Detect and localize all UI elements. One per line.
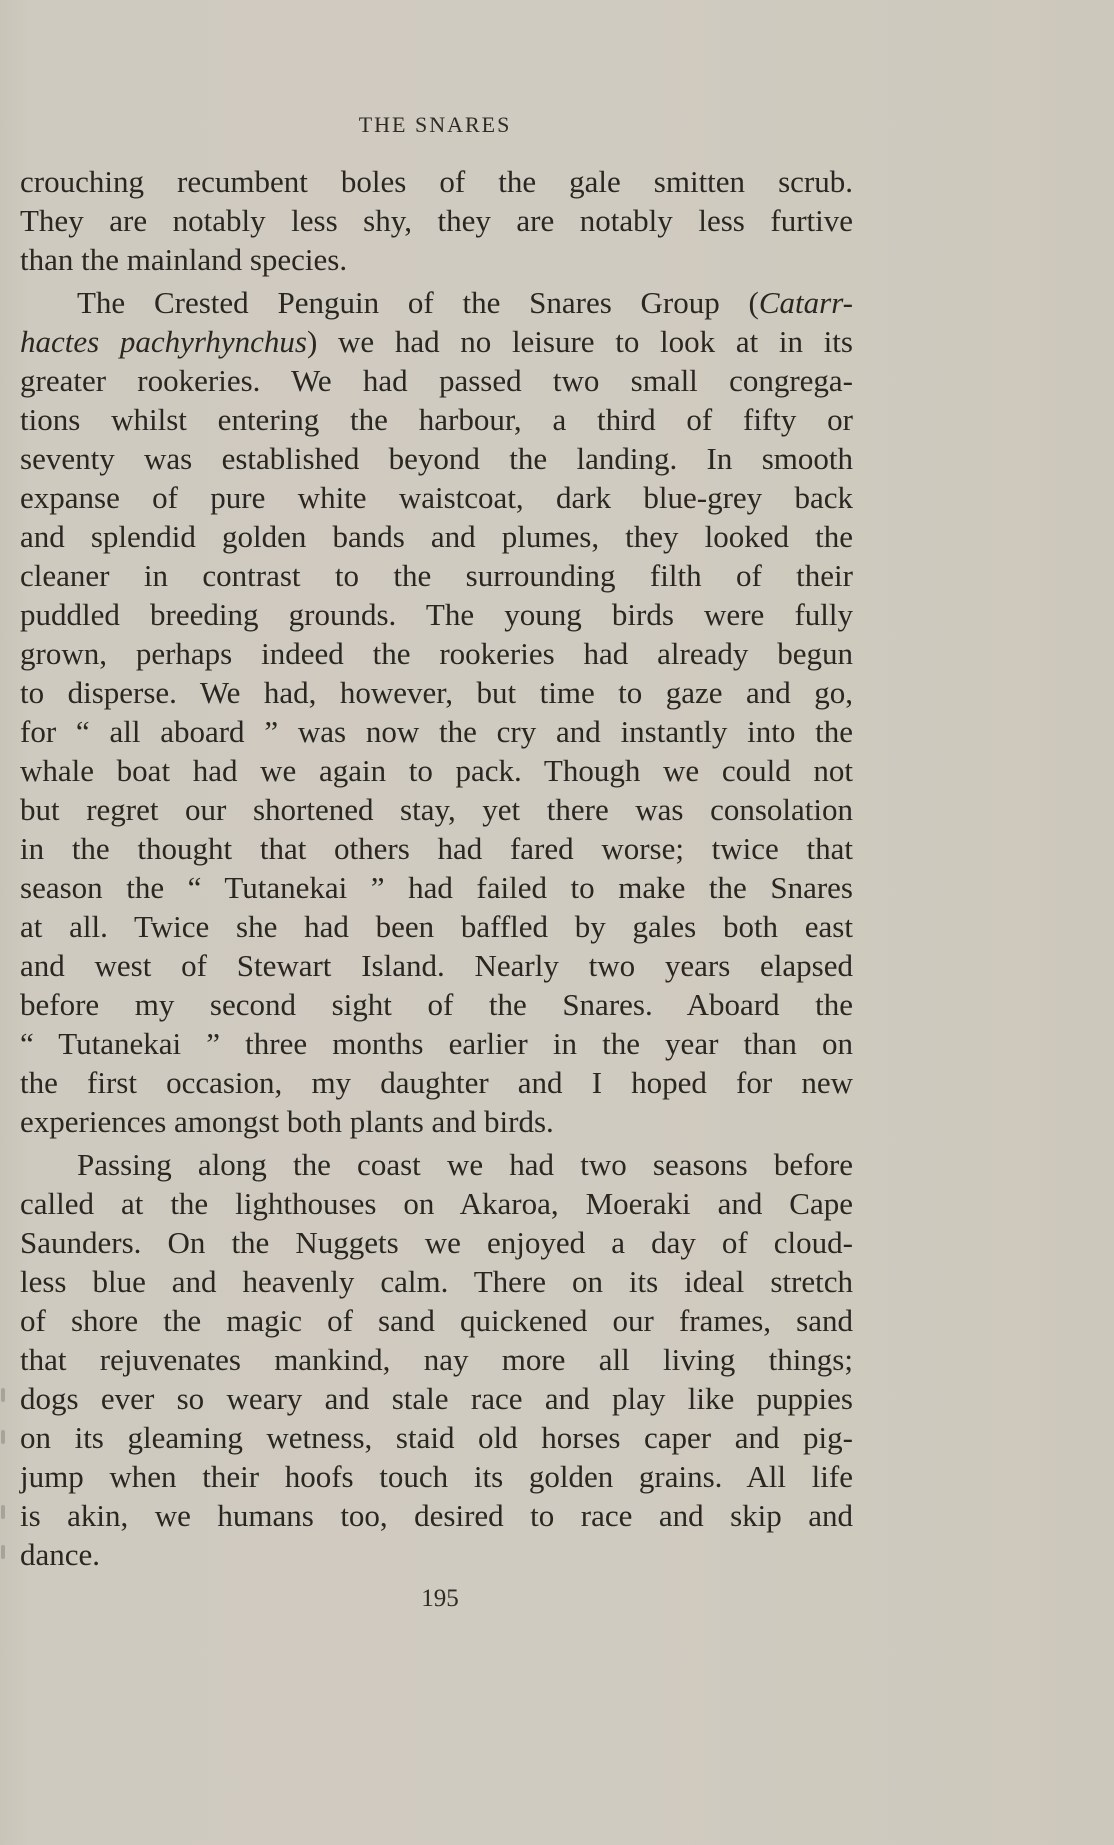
text-line [20,240,853,279]
text-line [20,1535,853,1574]
text-run: crouching recumbent boles of the gale smitten scrub. [20,164,853,199]
text-line [20,907,853,946]
page-edge-mark [1,1505,5,1519]
text-line [20,1418,853,1457]
text-line [20,634,853,673]
text-line [20,1145,853,1184]
text-run: expanse of pure white waistcoat, dark blue-grey back [20,480,853,515]
text-run: dogs ever so weary and stale race and play like puppies [20,1381,853,1416]
text-line [20,556,853,595]
text-run: in the thought that others had fared worse; twice that [20,831,853,866]
text-run: Passing along the coast we had two seasons before [77,1147,853,1182]
text-run: tions whilst entering the harbour, a third of fifty or [20,402,853,437]
paragraph [20,1145,853,1574]
text-line [20,1301,853,1340]
text-run: season the “ Tutanekai ” had failed to make the Snares [20,870,853,905]
text-line [20,162,853,201]
text-run: and splendid golden bands and plumes, they looked the [20,519,853,554]
text-line [20,1496,853,1535]
text-run: dance. [20,1537,101,1572]
page-edge-mark [1,1430,5,1444]
text-line [20,517,853,556]
text-run: less blue and heavenly calm. There on its ideal stretch [20,1264,853,1299]
text-line [20,1102,853,1141]
text-line [20,1184,853,1223]
text-line [20,751,853,790]
text-line [20,673,853,712]
text-run: ) we had no leisure to look at in its [306,324,853,359]
text-run: They are notably less shy, they are notably less furtive [20,203,853,238]
text-run: but regret our shortened stay, yet there was consolation [20,792,853,827]
text-line [20,1063,853,1102]
text-run: grown, perhaps indeed the rookeries had already begun [20,636,853,671]
text-run: called at the lighthouses on Akaroa, Moeraki and Cape [20,1186,853,1221]
text-line [20,400,853,439]
text-line [20,439,853,478]
text-line [20,361,853,400]
text-line [20,712,853,751]
text-line [20,201,853,240]
body-text [20,162,853,1574]
text-line [20,790,853,829]
page-edge-mark [1,1388,5,1402]
text-run: jump when their hoofs touch its golden grains. All life [20,1459,853,1494]
text-run: at all. Twice she had been baffled by gales both east [20,909,853,944]
text-run: Saunders. On the Nuggets we enjoyed a day of cloud- [20,1225,853,1260]
text-line [20,868,853,907]
text-line [20,283,853,322]
text-line [20,1379,853,1418]
text-line [20,1024,853,1063]
text-line [20,829,853,868]
text-run: puddled breeding grounds. The young birds were fully [20,597,853,632]
text-line [20,478,853,517]
text-line [20,1223,853,1262]
text-run: experiences amongst both plants and birds. [20,1104,554,1139]
text-line [20,1457,853,1496]
text-run: of shore the magic of sand quickened our frames, sand [20,1303,853,1338]
text-run: for “ all aboard ” was now the cry and instantly into the [20,714,853,749]
text-run: the first occasion, my daughter and I hoped for new [20,1065,853,1100]
text-run: before my second sight of the Snares. Aboard the [20,987,853,1022]
text-line [20,1340,853,1379]
page-edge-mark [1,1545,5,1559]
text-line [20,322,853,361]
text-run: is akin, we humans too, desired to race and skip and [20,1498,853,1533]
text-run: than the mainland species. [20,242,348,277]
paragraph [20,283,853,1141]
paragraph [20,162,853,279]
text-run: and west of Stewart Island. Nearly two years elapsed [20,948,853,983]
text-line [20,595,853,634]
text-run: that rejuvenates mankind, nay more all living things; [20,1342,853,1377]
text-line [20,985,853,1024]
text-run: whale boat had we again to pack. Though we could not [20,753,853,788]
text-run: The Crested Penguin of the Snares Group ( [77,285,759,320]
text-run: to disperse. We had, however, but time to gaze and go, [20,675,853,710]
italic-text: hactes pachyrhynchus [20,324,307,359]
italic-text: Catarr- [758,285,853,320]
text-run: greater rookeries. We had passed two small congrega- [20,363,853,398]
running-head: THE SNARES [358,112,512,137]
text-run: seventy was established beyond the landing. In smooth [20,441,853,476]
text-run: on its gleaming wetness, staid old horses caper and pig- [20,1420,853,1455]
page-number: 195 [421,1585,459,1612]
text-run: “ Tutanekai ” three months earlier in the year than on [20,1026,853,1061]
text-line [20,1262,853,1301]
text-run: cleaner in contrast to the surrounding filth of their [20,558,853,593]
text-line [20,946,853,985]
